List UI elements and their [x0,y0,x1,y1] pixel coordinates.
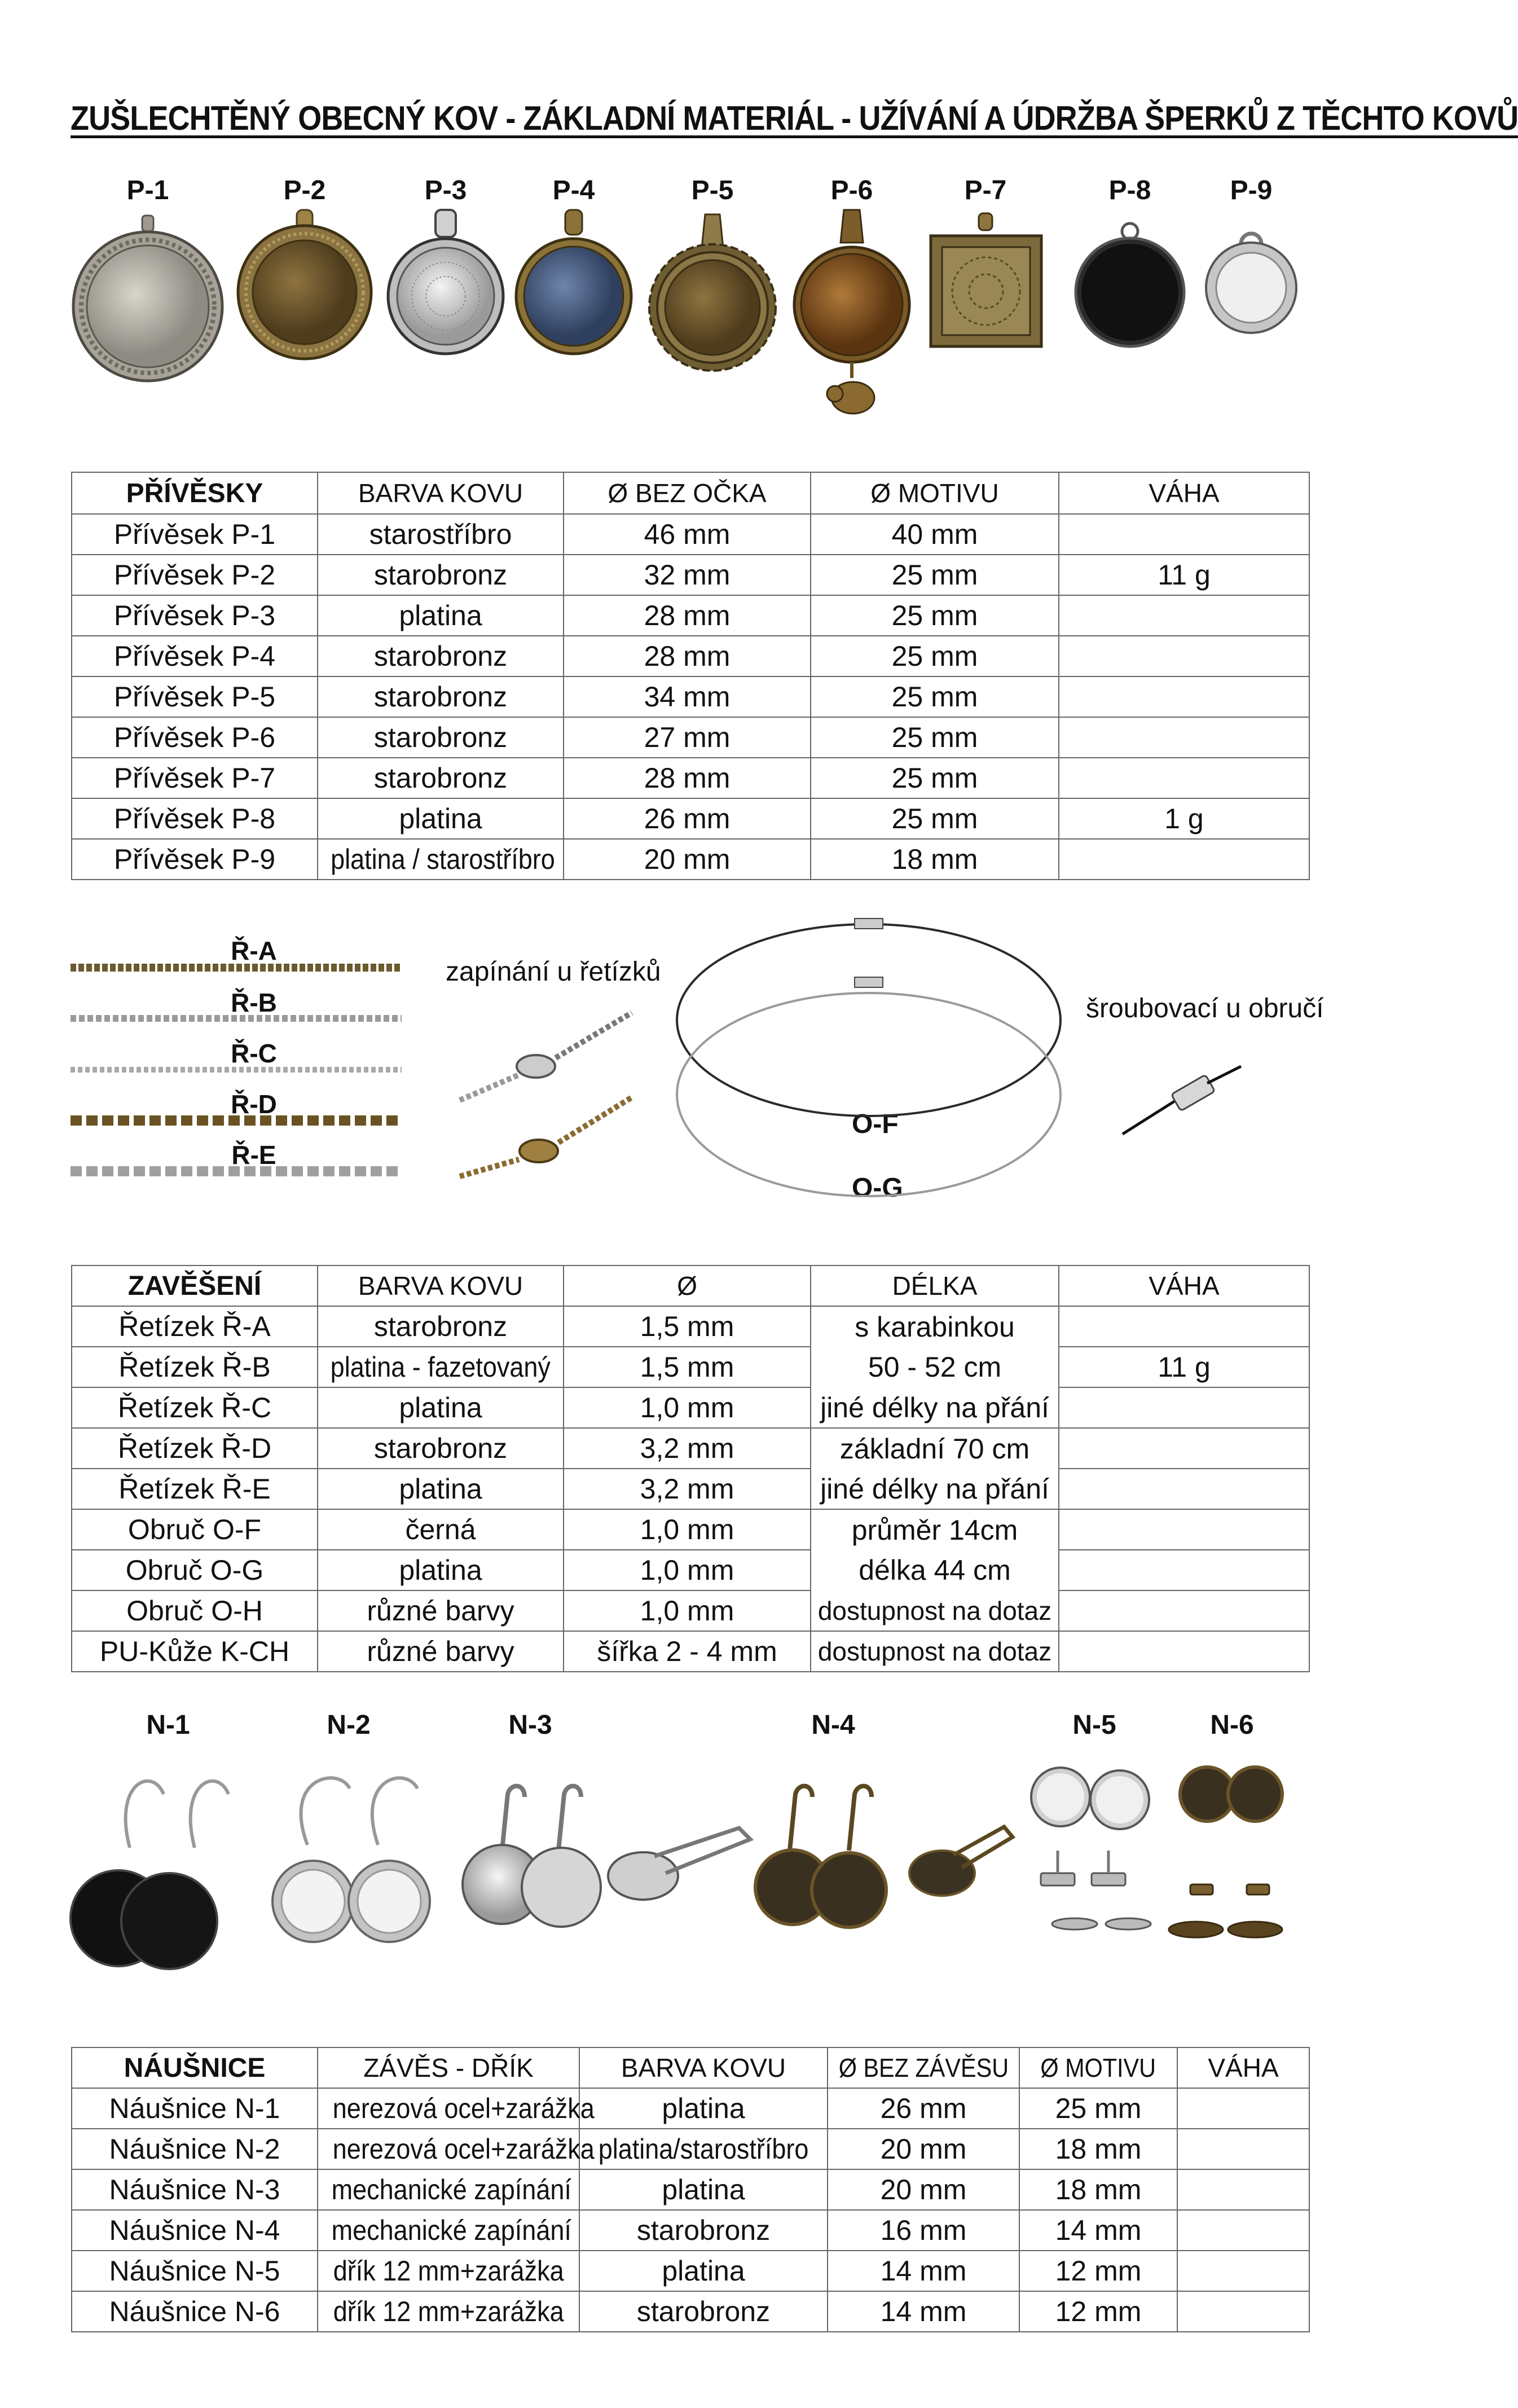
hoop-clasp-image [1123,1066,1241,1134]
column-header: ZAVĚŠENÍ [72,1265,318,1306]
chain-clasp-bronze-image [460,1097,632,1176]
length-note: základní 70 cm [811,1428,1059,1469]
pendant-p5-image [649,214,776,371]
cell [1177,2210,1309,2251]
chain-label: Ř-B [231,988,277,1017]
column-header: ZÁVĚS - DŘÍK [318,2047,579,2088]
length-note: dostupnost na dotaz [811,1590,1059,1631]
cell: platina [579,2088,828,2129]
cell [1059,1631,1309,1672]
cell: 1,0 mm [564,1590,811,1631]
earring-images [0,1704,1343,2020]
cell: 46 mm [564,514,811,555]
cell: Náušnice N-3 [72,2169,318,2210]
length-note: jiné délky na přání [811,1387,1059,1428]
table-row [72,595,1309,636]
table-row [72,1590,1309,1631]
chain-images [0,903,1343,1241]
cell: 20 mm [828,2129,1019,2169]
cell: 14 mm [828,2291,1019,2332]
table-row [72,676,1309,717]
column-header: BARVA KOVU [318,472,564,514]
table-row [72,1306,1309,1347]
table-row [72,798,1309,839]
column-header: VÁHA [1177,2047,1309,2088]
pendant-gallery [0,169,1343,451]
cell: starobronz [318,555,564,595]
pendant-label: P-7 [964,175,1007,205]
column-header [1019,2047,1177,2088]
hoop-label: O-F [852,1109,899,1139]
cell [1059,636,1309,676]
cell: Přívěsek P-3 [72,595,318,636]
cell: Náušnice N-1 [72,2088,318,2129]
column-header: Ø MOTIVU [811,472,1059,514]
cell [318,2251,579,2291]
cell: Přívěsek P-1 [72,514,318,555]
cell: platina [318,1550,564,1590]
pendant-p1-image [73,216,222,381]
table-row [72,1509,1309,1550]
cell [1059,717,1309,758]
cell: 1,0 mm [564,1387,811,1428]
cell: Náušnice N-4 [72,2210,318,2251]
cell: 25 mm [811,798,1059,839]
cell: 14 mm [828,2251,1019,2291]
hoop-og-image [677,993,1061,1196]
cell: 27 mm [564,717,811,758]
earring-n5-image [1031,1768,1151,1930]
cell [1059,1509,1309,1550]
cell: 26 mm [564,798,811,839]
cell: Přívěsek P-7 [72,758,318,798]
column-header: VÁHA [1059,472,1309,514]
earrings-table [71,2047,1310,2332]
pendant-label: P-1 [126,175,169,205]
cell [1059,758,1309,798]
pendant-label: P-9 [1230,175,1273,205]
table-row [72,514,1309,555]
table-row [72,555,1309,595]
cell: Přívěsek P-5 [72,676,318,717]
chain-label: Ř-D [231,1089,277,1119]
table-row [72,1428,1309,1469]
cell: 40 mm [811,514,1059,555]
earring-n2-image [272,1778,430,1942]
hoop-label: O-G [852,1173,903,1203]
pendant-label: P-3 [424,175,467,205]
earring-label: N-2 [327,1710,371,1740]
table-row [72,1550,1309,1590]
pendant-label: P-2 [283,175,326,205]
cell: 25 mm [811,717,1059,758]
cell: šířka 2 - 4 mm [564,1631,811,1672]
earring-n4-image [755,1786,1013,1927]
pendant-p2-image [238,210,371,359]
cell: 16 mm [828,2210,1019,2251]
cell: 11 g [1059,1347,1309,1387]
pendant-p7-image [931,213,1041,346]
cell: různé barvy [318,1631,564,1672]
cell-text: platina / starostříbro [331,843,555,875]
cell: 28 mm [564,595,811,636]
cell [318,839,564,880]
cell: Obruč O-F [72,1509,318,1550]
column-header: NÁUŠNICE [72,2047,318,2088]
column-header-text: Ø MOTIVU [1040,2053,1156,2082]
cell: starobronz [318,1306,564,1347]
cell: 18 mm [811,839,1059,880]
cell: 25 mm [811,555,1059,595]
cell [1059,1428,1309,1469]
length-note: průměr 14cm [811,1509,1059,1550]
table-row [72,2210,1309,2251]
pendant-p8-image [1076,223,1184,346]
cell: 12 mm [1019,2251,1177,2291]
table-header-row [72,1265,1309,1306]
earrings-gallery [0,1704,1343,2020]
cell [1177,2169,1309,2210]
cell: 3,2 mm [564,1469,811,1509]
cell: 3,2 mm [564,1428,811,1469]
cell: Náušnice N-2 [72,2129,318,2169]
column-header: DÉLKA [811,1265,1059,1306]
chain-label: Ř-A [231,936,277,965]
column-header: BARVA KOVU [579,2047,828,2088]
chain-clasp-caption: zapínání u řetízků [446,957,661,987]
cell [1177,2251,1309,2291]
cell: Náušnice N-5 [72,2251,318,2291]
cell [318,2291,579,2332]
cell: černá [318,1509,564,1550]
cell: Obruč O-G [72,1550,318,1590]
cell: Řetízek Ř-B [72,1347,318,1387]
hanging-table [71,1265,1310,1672]
chains-gallery [0,903,1343,1241]
table-row [72,2291,1309,2332]
cell: Přívěsek P-6 [72,717,318,758]
chain-label: Ř-E [231,1140,276,1170]
cell-text: mechanické zapínání [331,2174,571,2205]
cell: 1,5 mm [564,1347,811,1387]
cell: 26 mm [828,2088,1019,2129]
cell [1059,1306,1309,1347]
cell: starobronz [579,2291,828,2332]
cell: 18 mm [1019,2129,1177,2169]
cell: Přívěsek P-9 [72,839,318,880]
table-row [72,758,1309,798]
pendant-p4-image [516,210,631,354]
cell [1177,2291,1309,2332]
length-note: s karabinkou [811,1306,1059,1347]
chain-clasp-silver-image [460,1013,632,1100]
cell: Obruč O-H [72,1590,318,1631]
cell: platina [579,2169,828,2210]
cell [318,2129,595,2169]
table-row [72,1631,1309,1672]
cell: 14 mm [1019,2210,1177,2251]
cell [1059,595,1309,636]
cell: starobronz [318,676,564,717]
cell: 25 mm [811,676,1059,717]
pendants-table [71,472,1310,880]
cell-text: mechanické zapínání [331,2214,571,2246]
cell [1177,2129,1309,2169]
cell [1059,839,1309,880]
cell [318,2169,579,2210]
chain-label: Ř-C [231,1039,277,1068]
cell: 1,0 mm [564,1509,811,1550]
earring-label: N-3 [508,1710,552,1740]
cell: starobronz [318,717,564,758]
cell-text: nerezová ocel+zarážka [332,2133,595,2165]
cell: PU-Kůže K-CH [72,1631,318,1672]
cell: 11 g [1059,555,1309,595]
cell [1059,1387,1309,1428]
cell: Řetízek Ř-C [72,1387,318,1428]
earring-label: N-6 [1210,1710,1254,1740]
cell: Přívěsek P-2 [72,555,318,595]
column-header [828,2047,1019,2088]
cell [1177,2088,1309,2129]
table-row [72,1347,1309,1387]
page-title: ZUŠLECHTĚNÝ OBECNÝ KOV - ZÁKLADNÍ MATERIÁL - UŽÍVÁNÍ A ÚDRŽBA ŠPERKŮ Z TĚCHTO KOVŮ [71,99,1518,137]
cell: platina [318,798,564,839]
cell: 1 g [1059,798,1309,839]
cell: 28 mm [564,636,811,676]
cell: 20 mm [828,2169,1019,2210]
cell: 28 mm [564,758,811,798]
earring-label: N-4 [811,1710,855,1740]
cell [318,2088,595,2129]
pendant-label: P-5 [691,175,734,205]
cell: platina [318,1469,564,1509]
hoop-of-image [677,924,1061,1116]
cell: Řetízek Ř-D [72,1428,318,1469]
hoop-clasp-caption: šroubovací u obručí [1086,994,1324,1023]
cell [1059,1550,1309,1590]
cell: starobronz [318,636,564,676]
earring-n1-image [71,1781,228,1969]
table-header-row [72,472,1309,514]
pendant-p9-image [1206,234,1296,333]
cell-text: nerezová ocel+zarážka [332,2093,595,2124]
cell: Řetízek Ř-E [72,1469,318,1509]
table-row [72,839,1309,880]
table-row [72,2088,1309,2129]
earring-label: N-1 [146,1710,190,1740]
cell: starobronz [579,2210,828,2251]
cell-text: dřík 12 mm+zarážka [333,2296,564,2327]
cell [318,2210,579,2251]
length-note: dostupnost na dotaz [811,1631,1059,1672]
column-header: PŘÍVĚSKY [72,472,318,514]
earring-label: N-5 [1072,1710,1116,1740]
column-header: Ø [564,1265,811,1306]
cell: Přívěsek P-4 [72,636,318,676]
cell: 25 mm [811,636,1059,676]
table-row [72,717,1309,758]
pendant-p6-image [794,210,909,414]
cell-text: dřík 12 mm+zarážka [333,2255,564,2287]
cell: Náušnice N-6 [72,2291,318,2332]
cell: 34 mm [564,676,811,717]
cell: 25 mm [1019,2088,1177,2129]
length-note: délka 44 cm [811,1550,1059,1590]
cell: Přívěsek P-8 [72,798,318,839]
cell: 32 mm [564,555,811,595]
pendant-images [0,169,1343,451]
column-header: BARVA KOVU [318,1265,564,1306]
pendant-label: P-6 [830,175,873,205]
table-row [72,636,1309,676]
length-note: jiné délky na přání [811,1469,1059,1509]
cell-text: platina - fazetovaný [330,1351,551,1383]
cell: 1,5 mm [564,1306,811,1347]
table-row [72,1387,1309,1428]
cell: platina [579,2251,828,2291]
table-header-row [72,2047,1309,2088]
pendant-label: P-4 [552,175,595,205]
column-header: Ø BEZ OČKA [564,472,811,514]
pendant-p3-image [388,210,503,354]
cell: 12 mm [1019,2291,1177,2332]
cell: Řetízek Ř-A [72,1306,318,1347]
cell: starobronz [318,1428,564,1469]
cell: 18 mm [1019,2169,1177,2210]
pendant-label: P-8 [1108,175,1151,205]
table-row [72,2169,1309,2210]
cell-text: platina/starostříbro [598,2133,809,2165]
cell: 25 mm [811,758,1059,798]
cell: starostříbro [318,514,564,555]
cell: různé barvy [318,1590,564,1631]
cell: 20 mm [564,839,811,880]
cell [1059,1469,1309,1509]
cell [1059,676,1309,717]
cell [579,2129,828,2169]
cell [1059,514,1309,555]
column-header-text: Ø BEZ ZÁVĚSU [838,2053,1009,2082]
length-note: 50 - 52 cm [811,1347,1059,1387]
cell: 25 mm [811,595,1059,636]
cell: platina [318,1387,564,1428]
cell: platina [318,595,564,636]
cell [1059,1590,1309,1631]
earring-n3-image [463,1786,750,1927]
table-row [72,1469,1309,1509]
table-row [72,2251,1309,2291]
table-row [72,2129,1309,2169]
column-header: VÁHA [1059,1265,1309,1306]
cell [318,1347,564,1387]
earring-n6-image [1169,1767,1282,1937]
cell: 1,0 mm [564,1550,811,1590]
cell: starobronz [318,758,564,798]
